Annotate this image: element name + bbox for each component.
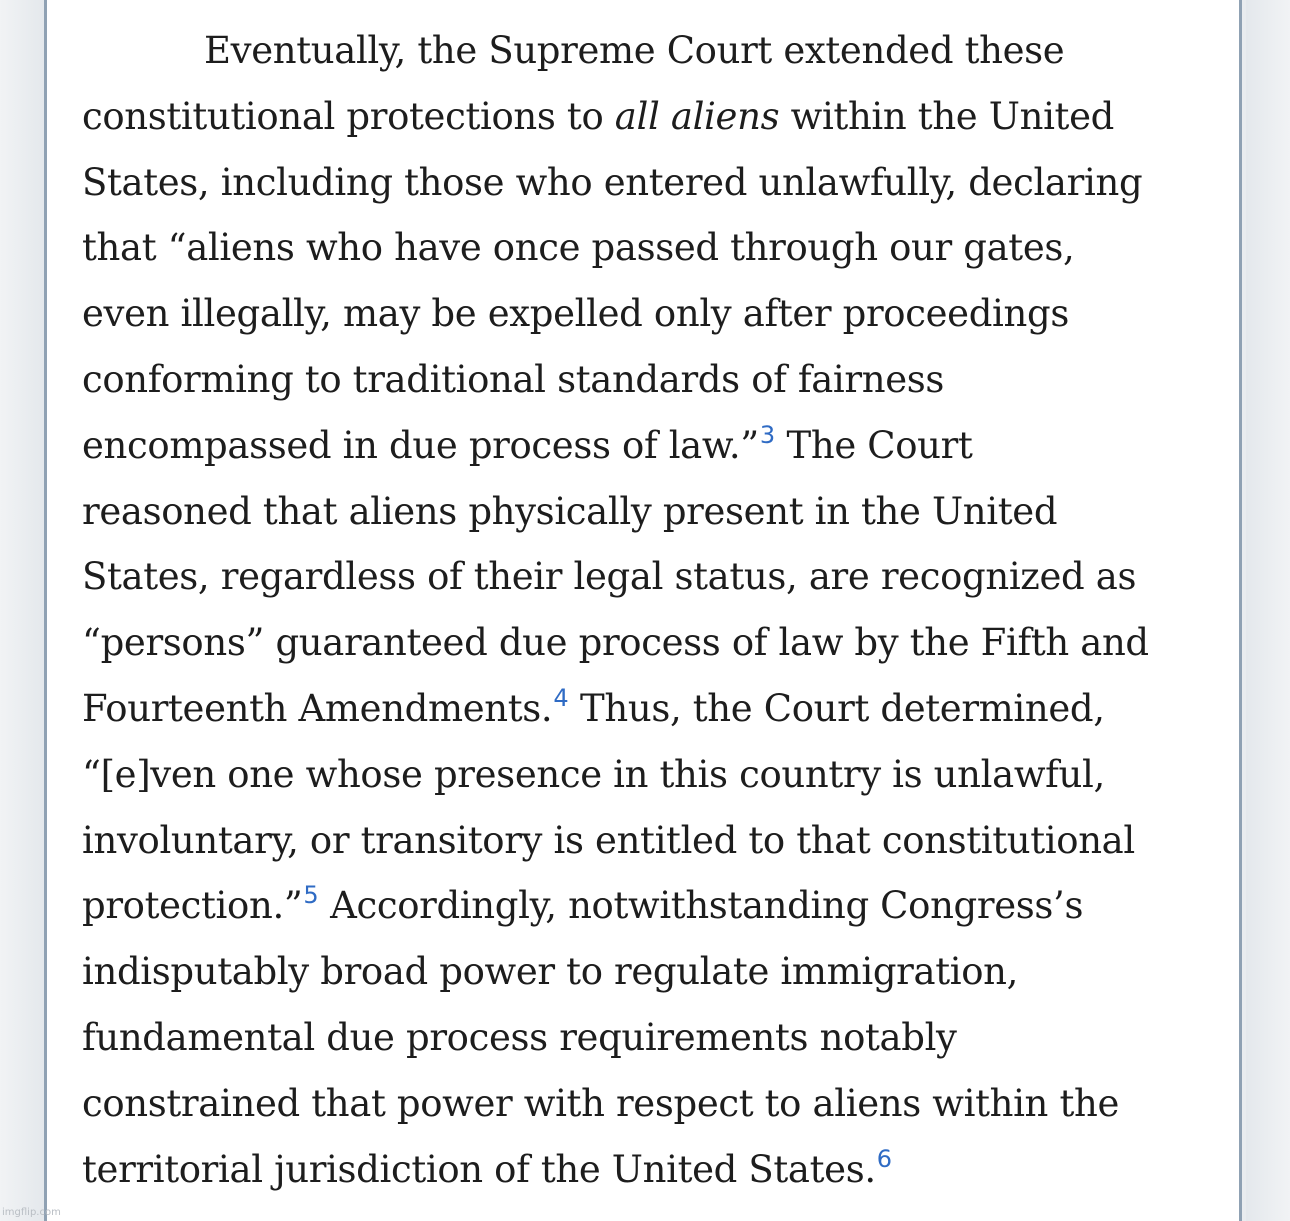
paragraph-line: Eventually, the Supreme Court extended these <box>204 29 1065 72</box>
body-paragraph <box>82 18 1217 1202</box>
background-right <box>1246 0 1290 1221</box>
background-left <box>0 0 44 1221</box>
paragraph-line: constitutional protections to all aliens within the United <box>82 94 1114 138</box>
footnote-link-4[interactable]: 4 <box>553 683 569 712</box>
paragraph-line: territorial jurisdiction of the United States.$^6$ <box>82 1144 893 1191</box>
document-page <box>44 0 1242 1221</box>
paragraph-line: “persons” guaranteed due process of law by the Fifth and <box>82 621 1149 665</box>
paragraph-line: States, regardless of their legal status, are recognized as <box>82 555 1137 599</box>
paragraph-line: constrained that power with respect to aliens within the <box>82 1081 1119 1125</box>
paragraph-line: Fourteenth Amendments.$^4$ Thus, the Court determined, <box>82 683 1105 730</box>
paragraph-line: conforming to traditional standards of fairness <box>82 357 945 401</box>
paragraph-line: “[e]ven one whose presence in this country is unlawful, <box>82 752 1105 796</box>
paragraph-line: encompassed in due process of law.”$^3$ The Court <box>82 420 973 467</box>
paragraph-line: fundamental due process requirements notably <box>82 1015 957 1059</box>
imgflip-watermark: imgflip.com <box>2 1207 61 1218</box>
italic-emphasis: all aliens <box>614 94 780 138</box>
footnote-link-5[interactable]: 5 <box>303 881 319 910</box>
paragraph-line: even illegally, may be expelled only after proceedings <box>82 292 1069 336</box>
paragraph-line: reasoned that aliens physically present in the United <box>82 489 1058 533</box>
paragraph-line: indisputably broad power to regulate immigration, <box>82 950 1019 994</box>
paragraph-line: that “aliens who have once passed through our gates, <box>82 226 1075 270</box>
paragraph-line: involuntary, or transitory is entitled to that constitutional <box>82 818 1135 862</box>
footnote-link-6[interactable]: 6 <box>876 1144 893 1173</box>
paragraph-line: protection.”$^5$ Accordingly, notwithstanding Congress’s <box>82 881 1084 928</box>
paragraph-line: States, including those who entered unlawfully, declaring <box>82 160 1143 204</box>
footnote-link-3[interactable]: 3 <box>759 420 776 449</box>
